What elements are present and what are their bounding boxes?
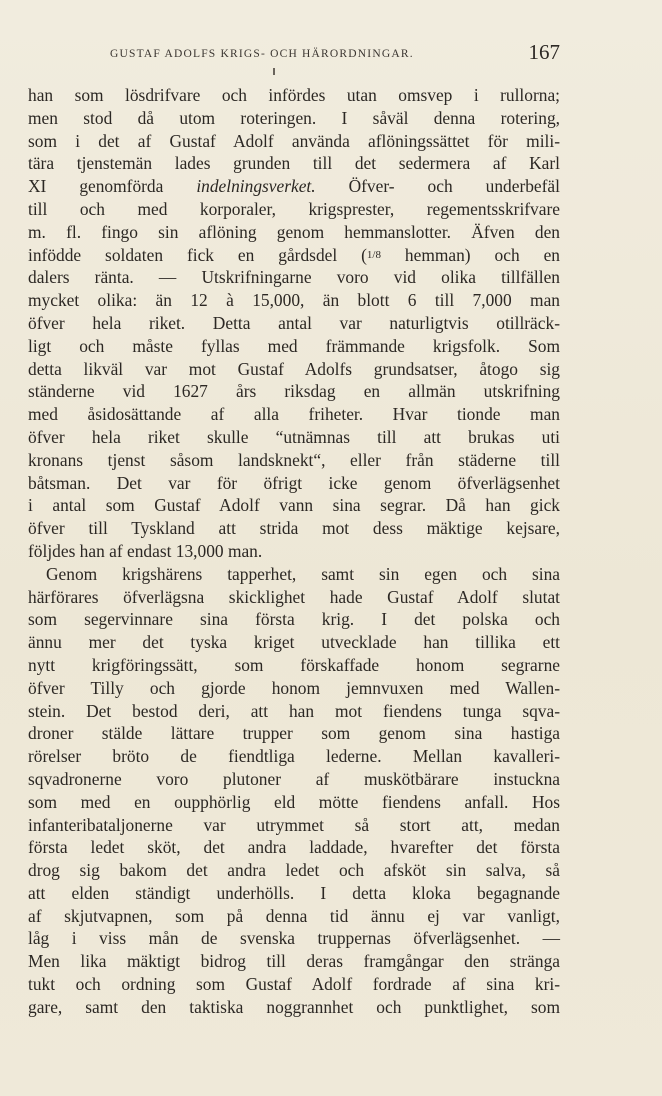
running-head: [110, 40, 560, 64]
text-line: att elden ständigt underhölls. I detta kloka begagnande: [28, 882, 560, 903]
text-span: Öfver- och underbefäl: [315, 176, 560, 197]
text-line: drog sig bakom det andra ledet och afsköt sin salva, så: [28, 860, 560, 881]
text-line: öfver hela riket skulle “utnämnas till att brukas uti: [28, 426, 560, 447]
text-line: infanteribataljonerne var utrymmet så stort att, medan: [28, 814, 560, 835]
text-line: rörelser bröto de fiendtliga lederne. Mellan kavalleri-: [28, 746, 560, 767]
text-line: [28, 175, 560, 198]
paragraph-start: Genom krigshärens tapperhet, samt sin egen och sina: [46, 563, 560, 584]
text-span: infödde soldaten fick en gårdsdel (: [28, 244, 367, 265]
text-line: med åsidosättande af alla friheter. Hvar tionde man: [28, 404, 560, 425]
print-mark: [273, 68, 275, 75]
text-line: men stod då utom roteringen. I såväl denna rotering,: [28, 107, 560, 128]
running-title: GUSTAF ADOLFS KRIGS- OCH HÄRORDNINGAR.: [110, 48, 414, 60]
text-line: [28, 244, 560, 267]
text-span: hemman) och en: [380, 244, 560, 265]
text-line: första ledet sköt, det andra laddade, hvarefter det första: [28, 837, 560, 858]
text-line: han som lösdrifvare och infördes utan omsvep i rullorna;: [28, 85, 560, 105]
text-line: ligt och måste fyllas med främmande krigsfolk. Som: [28, 335, 560, 356]
text-line: droner stälde lättare trupper som genom sina hastiga: [28, 723, 560, 744]
text-line: dalers ränta. — Utskrifningarne voro vid olika tillfällen: [28, 267, 560, 288]
text-line: öfver till Tyskland att strida mot dess mäktige kejsare,: [28, 518, 560, 539]
italic-term: indelningsverket.: [196, 176, 316, 197]
text-line: mycket olika: än 12 à 15,000, än blott 6 till 7,000 man: [28, 290, 560, 311]
text-line: Men lika mäktigt bidrog till deras framgångar den stränga: [28, 951, 560, 972]
text-line: detta likväl var mot Gustaf Adolfs grundsatser, åtogo sig: [28, 358, 560, 379]
text-line: gare, samt den taktiska noggrannhet och punktlighet, som: [28, 996, 560, 1017]
text-line: till och med korporaler, krigsprester, regementsskrifvare: [28, 198, 560, 219]
text-line: öfver hela riket. Detta antal var naturligtvis otillräck-: [28, 312, 560, 333]
text-line: låg i viss mån de svenska truppernas öfverlägsenhet. —: [28, 928, 560, 949]
text-line: tära tjenstemän lades grunden till det sedermera af Karl: [28, 153, 560, 174]
fraction: 1/8: [366, 248, 381, 261]
text-line: tukt och ordning som Gustaf Adolf fordrade af sina kri-: [28, 974, 560, 995]
text-line: som segervinnare sina första krig. I det polska och: [28, 609, 560, 630]
text-span: XI genomförda: [28, 176, 197, 197]
text-line: m. fl. fingo sin aflöning genom hemmanslotter. Äfven den: [28, 221, 560, 242]
text-line: som i det af Gustaf Adolf använda aflöningssättet för mili-: [28, 130, 560, 151]
text-line: ständerne vid 1627 års riksdag en allmän utskrifning: [28, 381, 560, 402]
text-line: stein. Det bestod deri, att han mot fiendens tunga sqva-: [28, 700, 560, 721]
page-number: 167: [528, 40, 560, 64]
text-line: härförares öfverlägsna skicklighet hade Gustaf Adolf slutat: [28, 586, 560, 607]
text-line: af skjutvapnen, som på denna tid ännu ej var vanligt,: [28, 905, 560, 926]
text-line: öfver Tilly och gjorde honom jemnvuxen med Wallen-: [28, 677, 560, 698]
text-line: båtsman. Det var för öfrigt icke genom öfverlägsenhet: [28, 472, 560, 493]
text-line: nytt krigföringssätt, som förskaffade honom segrarne: [28, 654, 560, 675]
body-text: [28, 84, 560, 1019]
text-line: ännu mer det tyska kriget utvecklade han tillika ett: [28, 632, 560, 653]
text-line: i antal som Gustaf Adolf vann sina segrar. Då han gick: [28, 495, 560, 516]
text-line: följdes han af endast 13,000 man.: [28, 540, 263, 561]
text-line: kronans tjenst såsom landsknekt“, eller från städerne till: [28, 449, 560, 470]
text-line: sqvadronerne voro plutoner af muskötbärare instuckna: [28, 768, 560, 789]
text-line: som med en oupphörlig eld mötte fiendens anfall. Hos: [28, 791, 560, 812]
